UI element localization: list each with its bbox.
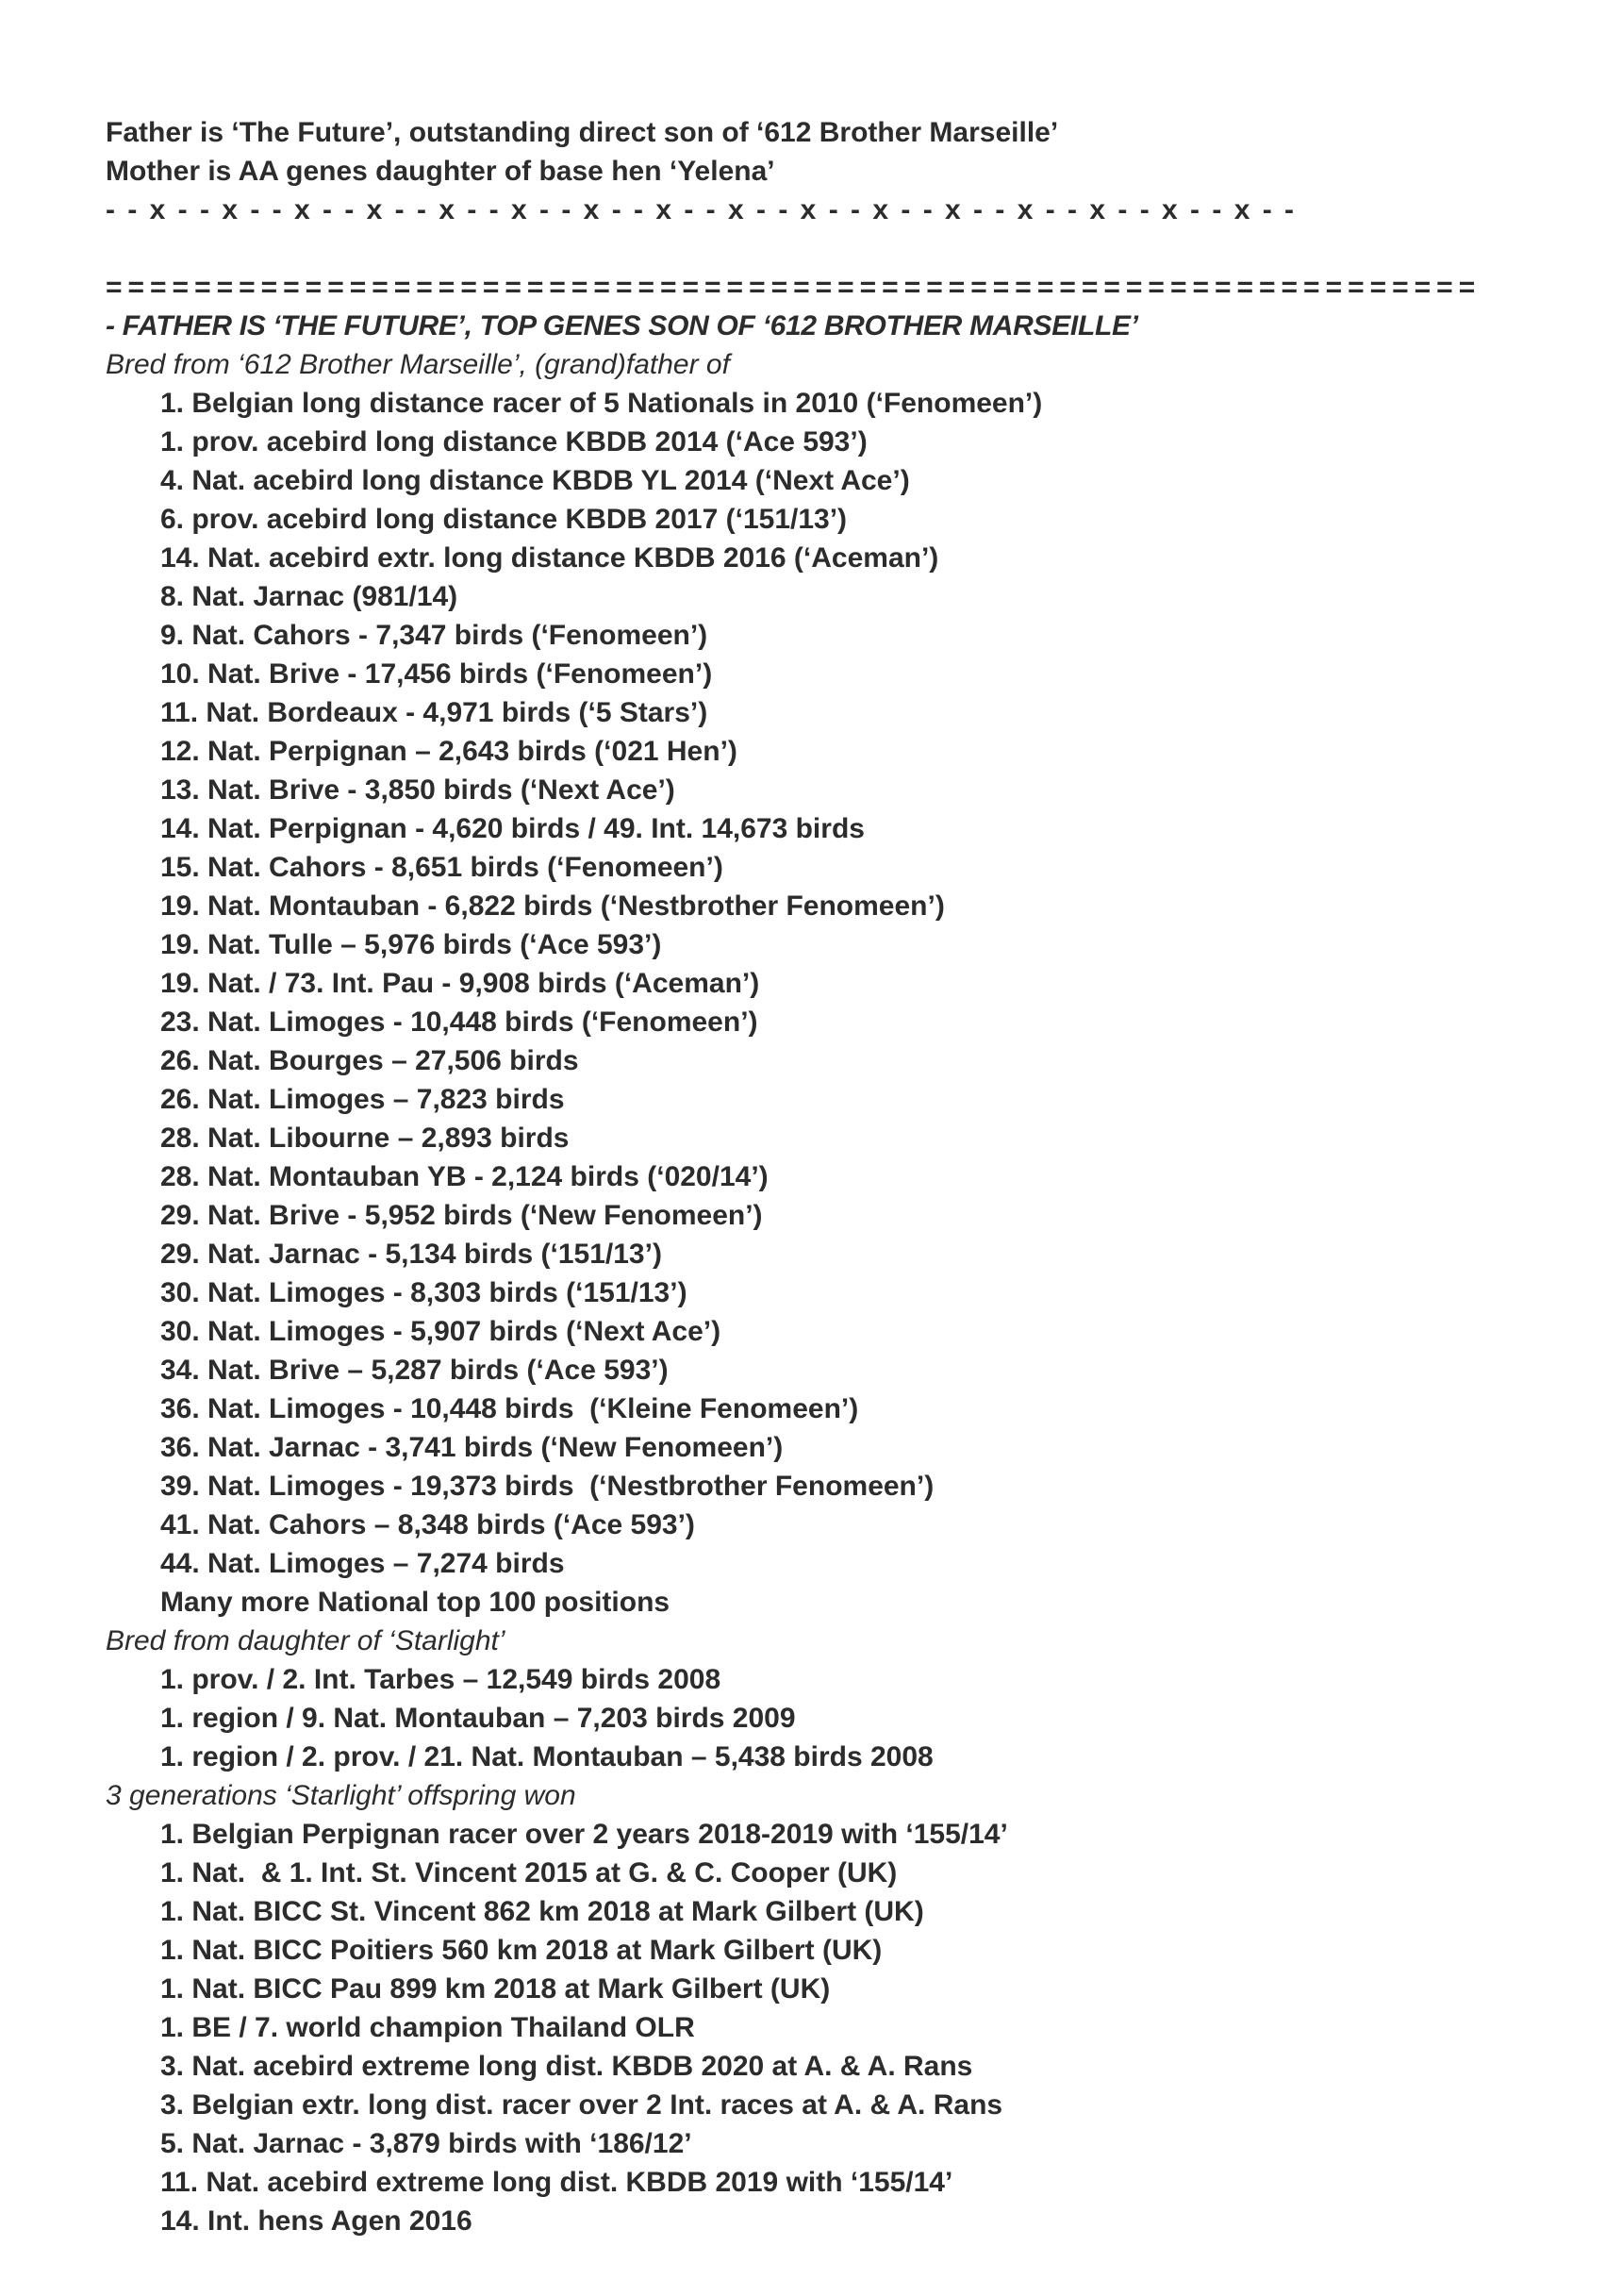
result-line: 28. Nat. Libourne – 2,893 birds [160,1123,570,1154]
results-list [106,345,1584,2240]
result-line: 1. prov. / 2. Int. Tarbes – 12,549 birds 2008 [160,1664,721,1695]
result-line: 1. region / 9. Nat. Montauban – 7,203 birds 2009 [160,1703,796,1734]
result-line: 14. Nat. acebird extr. long distance KBDB 2016 (‘Aceman’) [160,542,939,574]
result-line: 3. Belgian extr. long dist. racer over 2 Int. races at A. & A. Rans [160,2089,1003,2121]
result-line: 1. Belgian long distance racer of 5 Nationals in 2010 (‘Fenomeen’) [160,388,1043,419]
result-line: 1. Nat. BICC Pau 899 km 2018 at Mark Gilbert (UK) [160,1973,831,2005]
results-subsection [106,1622,1584,1776]
result-line: 1. Belgian Perpignan racer over 2 years 2018-2019 with ‘155/14’ [160,1819,1008,1850]
result-line: 1. prov. acebird long distance KBDB 2014 (‘Ace 593’) [160,426,868,458]
result-line: 14. Nat. Perpignan - 4,620 birds / 49. Int. 14,673 birds [160,813,865,844]
subsection-label: Bred from ‘612 Brother Marseille’, (grand)father of [106,349,730,380]
result-line: 1. Nat. BICC St. Vincent 862 km 2018 at Mark Gilbert (UK) [160,1896,924,1927]
result-line: 12. Nat. Perpignan – 2,643 birds (‘021 Hen’) [160,736,737,767]
result-line: 1. BE / 7. world champion Thailand OLR [160,2012,695,2043]
result-line: 4. Nat. acebird long distance KBDB YL 2014 (‘Next Ace’) [160,465,910,496]
subsection-label: 3 generations ‘Starlight’ offspring won [106,1780,576,1811]
result-line: 23. Nat. Limoges - 10,448 birds (‘Fenomeen’) [160,1007,758,1038]
mother-description-line: Mother is AA genes daughter of base hen ‘Yelena’ [106,156,775,187]
result-line: 34. Nat. Brive – 5,287 birds (‘Ace 593’) [160,1355,669,1386]
result-line: 19. Nat. Tulle – 5,976 birds (‘Ace 593’) [160,929,662,960]
result-line: 15. Nat. Cahors - 8,651 birds (‘Fenomeen’) [160,852,723,883]
result-line: 3. Nat. acebird extreme long dist. KBDB 2020 at A. & A. Rans [160,2051,973,2082]
result-line: 14. Int. hens Agen 2016 [160,2205,472,2237]
result-line: 1. Nat. BICC Poitiers 560 km 2018 at Mark Gilbert (UK) [160,1935,883,1966]
result-line: 11. Nat. Bordeaux - 4,971 birds (‘5 Stars’) [160,697,708,728]
subsection-label: Bred from daughter of ‘Starlight’ [106,1625,505,1656]
result-line: 9. Nat. Cahors - 7,347 birds (‘Fenomeen’) [160,620,708,651]
result-line: 36. Nat. Limoges - 10,448 birds (‘Kleine Fenomeen’) [160,1393,859,1424]
section-title: - FATHER IS ‘THE FUTURE’, TOP GENES SON OF ‘612 BROTHER MARSEILLE’ [106,310,1138,341]
result-line: 29. Nat. Brive - 5,952 birds (‘New Fenomeen’) [160,1200,763,1231]
result-line: 30. Nat. Limoges - 5,907 birds (‘Next Ace’) [160,1316,721,1347]
result-line: 30. Nat. Limoges - 8,303 birds (‘151/13’) [160,1277,687,1308]
result-line: 5. Nat. Jarnac - 3,879 birds with ‘186/12’ [160,2128,692,2159]
result-line: 6. prov. acebird long distance KBDB 2017 (‘151/13’) [160,504,848,535]
result-line: 8. Nat. Jarnac (981/14) [160,581,458,612]
result-line: 44. Nat. Limoges – 7,274 birds [160,1548,565,1579]
result-line: 11. Nat. acebird extreme long dist. KBDB 2019 with ‘155/14’ [160,2167,953,2198]
result-line: 19. Nat. Montauban - 6,822 birds (‘Nestbrother Fenomeen’) [160,890,945,922]
spacer [106,229,1584,268]
result-line: 28. Nat. Montauban YB - 2,124 birds (‘020/14’) [160,1161,769,1192]
result-line: 29. Nat. Jarnac - 5,134 birds (‘151/13’) [160,1239,662,1270]
result-line: 13. Nat. Brive - 3,850 birds (‘Next Ace’) [160,774,675,806]
father-description-line: Father is ‘The Future’, outstanding direct son of ‘612 Brother Marseille’ [106,117,1059,148]
results-subsection [106,1776,1584,2240]
results-subsection [106,345,1584,1622]
result-line: 36. Nat. Jarnac - 3,741 birds (‘New Fenomeen’) [160,1432,784,1463]
result-line: Many more National top 100 positions [160,1587,670,1618]
result-line: 39. Nat. Limoges - 19,373 birds (‘Nestbrother Fenomeen’) [160,1471,935,1502]
result-line: 1. region / 2. prov. / 21. Nat. Montauban – 5,438 birds 2008 [160,1741,934,1772]
equals-divider: ============================================================== [106,272,1481,303]
result-line: 10. Nat. Brive - 17,456 birds (‘Fenomeen’) [160,658,713,690]
result-line: 19. Nat. / 73. Int. Pau - 9,908 birds (‘Aceman’) [160,968,760,999]
x-dash-divider: - - x - - x - - x - - x - - x - - x - - x - - x - - x - - x - - x - - x - - x - - x - - x - - x - - [106,194,1297,225]
result-line: 1. Nat. & 1. Int. St. Vincent 2015 at G. & C. Cooper (UK) [160,1857,898,1888]
result-line: 26. Nat. Bourges – 27,506 birds [160,1045,579,1076]
result-line: 41. Nat. Cahors – 8,348 birds (‘Ace 593’) [160,1509,695,1540]
result-line: 26. Nat. Limoges – 7,823 birds [160,1084,565,1115]
